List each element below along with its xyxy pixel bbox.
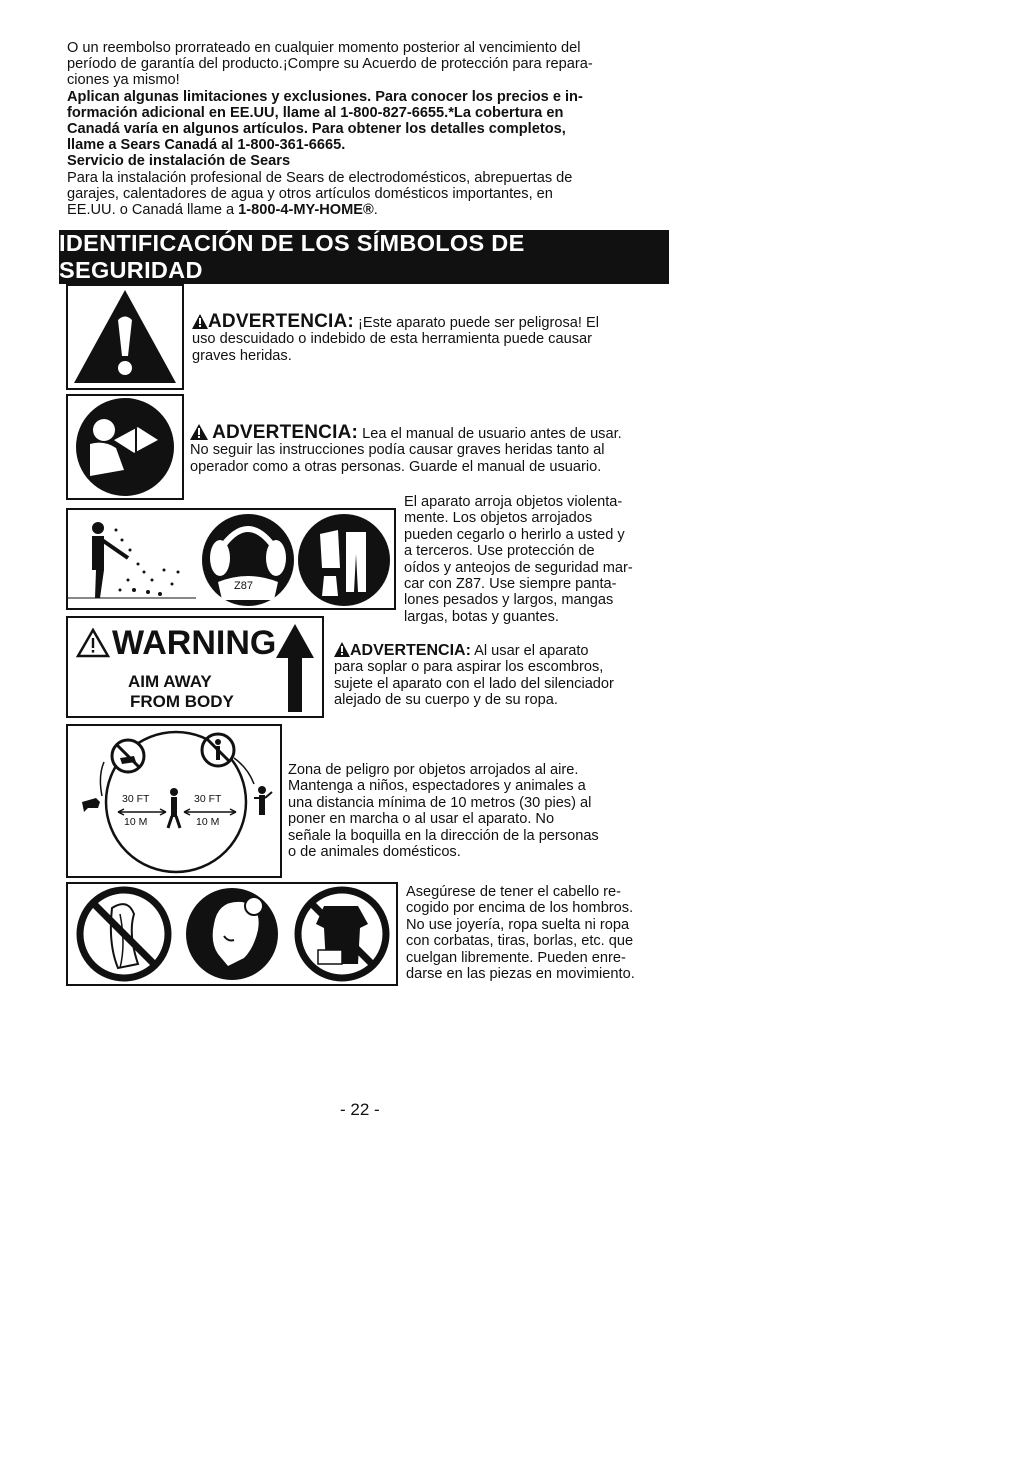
install-text: EE.UU. o Canadá llame a [67, 202, 239, 219]
symbol-1-text [192, 311, 652, 364]
symbol-6-text [406, 884, 676, 982]
intro-line: ciones ya mismo! [67, 72, 180, 89]
symbol-4-line: Al usar el aparato [470, 643, 589, 659]
install-line: Para la instalación profesional de Sears de electrodomésticos, abrepuertas de [67, 169, 573, 186]
symbol-3-line: oídos y anteojos de seguridad mar- [404, 559, 633, 576]
symbol-5-text [288, 762, 668, 860]
page-number: - 22 - [340, 1100, 380, 1119]
install-period: . [373, 202, 378, 219]
alert-mini-icon [192, 314, 208, 329]
symbol-6-line: con corbatas, tiras, borlas, etc. que [406, 933, 634, 950]
symbol-3-line: pueden cegarlo o herirlo a usted y [404, 526, 625, 543]
distance-left-ft: 30 FT [122, 793, 150, 805]
intro-line: período de garantía del producto.¡Compre su Acuerdo de protección para repara- [67, 56, 593, 73]
symbol-3-text [404, 494, 674, 625]
limitations-line: Aplican algunas limitaciones y exclusiones. Para conocer los precios e in- [67, 88, 583, 105]
read-manual-icon [68, 396, 182, 498]
symbol-4-line: alejado de su cuerpo y de su ropa. [334, 692, 558, 709]
symbol-3-line: El aparato arroja objetos violenta- [404, 494, 623, 510]
warning-title-row [76, 626, 276, 660]
warning-title: WARNING [112, 624, 277, 662]
read-manual-box [66, 394, 184, 500]
symbol-3-line: car con Z87. Use siempre panta- [404, 576, 617, 593]
from-body-text: FROM BODY [130, 692, 234, 711]
advertencia-label: ADVERTENCIA: [350, 642, 471, 659]
thrown-objects-box [66, 508, 396, 610]
symbol-4-line: para soplar o para aspirar los escombros, [334, 659, 604, 676]
symbol-6-line: darse en las piezas en movimiento. [406, 966, 635, 983]
advertencia-label: ADVERTENCIA: [208, 311, 354, 332]
symbol-4-text [334, 642, 664, 709]
symbol-4-first-line [334, 642, 664, 659]
aim-away-text: AIM AWAY [128, 672, 212, 691]
loose-clothing-icon [68, 884, 396, 984]
arrow-up-icon [274, 622, 316, 714]
thrown-objects-icon [68, 510, 394, 608]
aim-away-warning-box [66, 616, 324, 718]
symbol-3-line: a terceros. Use protección de [404, 543, 595, 560]
warning-outline-icon [76, 628, 110, 658]
alert-mini-icon [334, 642, 350, 657]
symbol-5-line: señale la boquilla en la dirección de la personas [288, 827, 599, 844]
danger-zone-box [66, 724, 282, 878]
install-line: garajes, calentadores de agua y otros artículos domésticos importantes, en [67, 185, 553, 202]
distance-left-m: 10 M [124, 816, 148, 828]
symbol-6-line: cogido por encima de los hombros. [406, 900, 634, 917]
symbol-6-line: cuelgan libremente. Pueden enre- [406, 949, 626, 966]
symbol-2-line: No seguir las instrucciones podía causar graves heridas tanto al [190, 442, 605, 459]
symbol-5-line: poner en marcha o al usar el aparato. No [288, 811, 555, 828]
symbol-2-first-line [190, 424, 660, 442]
symbol-6-line: Asegúrese de tener el cabello re- [406, 884, 621, 900]
symbol-5-line: una distancia mínima de 10 metros (30 pies) al [288, 794, 592, 811]
safety-symbols-banner: IDENTIFICACIÓN DE LOS SÍMBOLOS DE SEGURIDAD [59, 230, 669, 284]
symbol-4-line: sujete el aparato con el lado del silenciador [334, 675, 614, 692]
z87-mark: Z87 [234, 580, 253, 592]
symbol-5-line: Zona de peligro por objetos arrojados al aire. [288, 762, 579, 778]
alert-mini-icon [190, 424, 208, 440]
symbol-6-line: No use joyería, ropa suelta ni ropa [406, 916, 630, 933]
symbol-1-line: uso descuidado o indebido de esta herramienta puede causar [192, 331, 592, 348]
symbol-1-line: ¡Este aparato puede ser peligrosa! El [353, 315, 599, 331]
install-phone: 1-800-4-MY-HOME® [238, 202, 374, 219]
install-heading: Servicio de instalación de Sears [67, 153, 291, 170]
symbol-1-first-line [192, 311, 652, 332]
install-line [67, 202, 687, 218]
symbol-2-text [190, 424, 660, 475]
loose-clothing-box [66, 882, 398, 986]
symbol-3-line: largas, botas y guantes. [404, 608, 559, 625]
intro-line: O un reembolso prorrateado en cualquier momento posterior al vencimiento del [67, 40, 581, 56]
advertencia-label: ADVERTENCIA: [212, 422, 359, 443]
limitations-line: Canadá varía en algunos artículos. Para obtener los detalles completos, [67, 121, 566, 138]
distance-right-ft: 30 FT [194, 793, 222, 805]
distance-right-m: 10 M [196, 816, 220, 828]
symbol-3-line: lones pesados y largos, mangas [404, 592, 614, 609]
danger-zone-icon [68, 726, 280, 876]
warning-triangle-box [66, 284, 184, 390]
symbol-2-line: Lea el manual de usuario antes de usar. [358, 426, 622, 442]
symbol-1-line: graves heridas. [192, 347, 292, 364]
warning-triangle-icon [68, 286, 182, 388]
symbol-3-line: mente. Los objetos arrojados [404, 510, 593, 527]
symbol-5-line: Mantenga a niños, espectadores y animales a [288, 778, 586, 795]
limitations-line: llame a Sears Canadá al 1-800-361-6665. [67, 137, 346, 154]
limitations-line: formación adicional en EE.UU, llame al 1-800-827-6655.*La cobertura en [67, 104, 564, 121]
symbol-5-line: o de animales domésticos. [288, 844, 461, 861]
symbol-2-line: operador como a otras personas. Guarde el manual de usuario. [190, 458, 602, 475]
intro-section [67, 40, 687, 218]
